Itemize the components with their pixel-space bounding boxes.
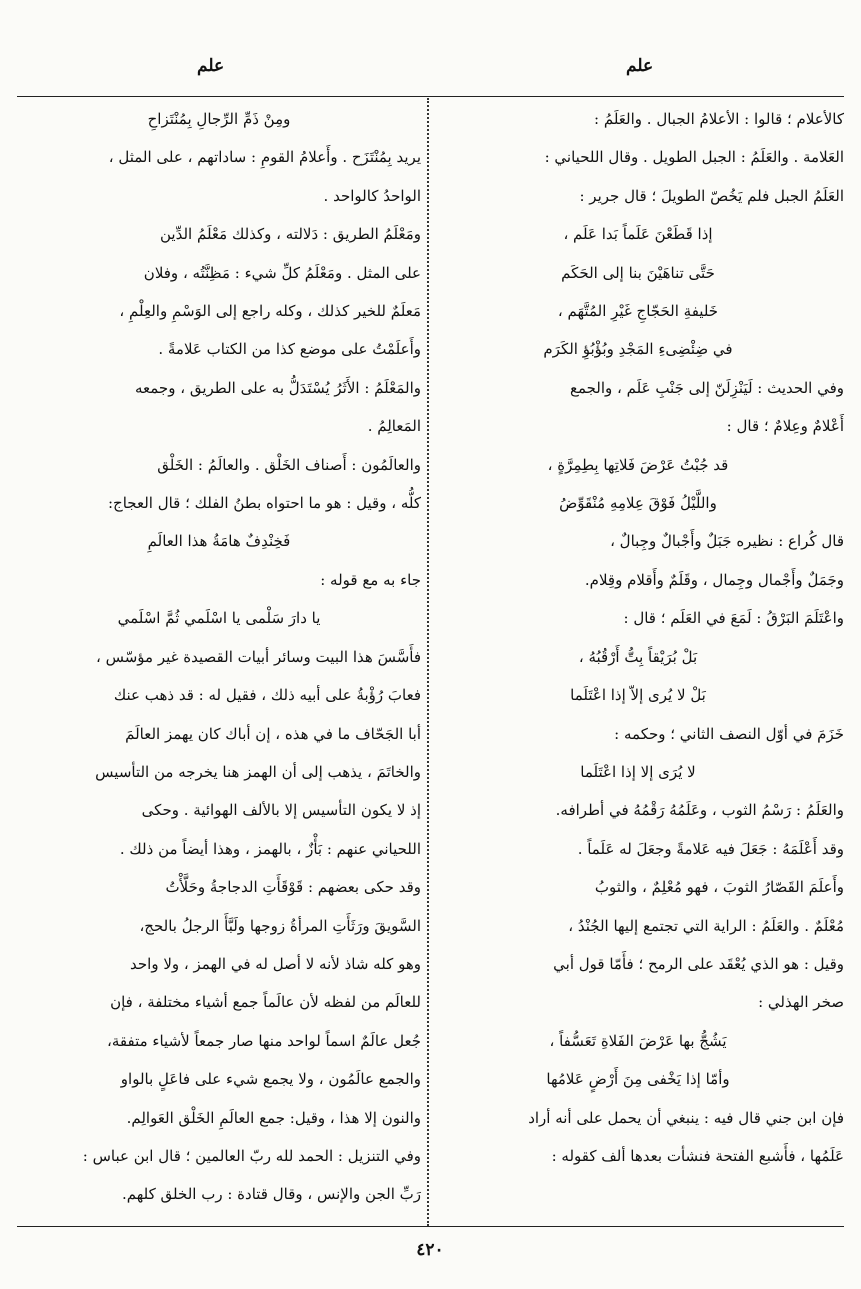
right-column xyxy=(432,100,844,1175)
text-line: كالأعلام ؛ قالوا : الأعلامُ الجبال . والعَلَمُ : xyxy=(594,110,844,128)
text-line: والخاتَمَ ، يذهب إلى أن الهمز هنا يخرجه من التأسيس xyxy=(95,762,421,781)
verse-line: فَخِنْدِفٌ هامَةُ هذا العالَمِ xyxy=(147,532,291,551)
verse-line: في ضِئْضِىءِ المَجْدِ وبُؤْبُؤِ الكَرَم xyxy=(543,340,733,359)
running-head-left: علم xyxy=(197,56,225,76)
text-line: والجمع عالَمُون ، ولا يجمع شيء على فاعَلٍ بالواو xyxy=(120,1070,421,1089)
text-line: السَّويقَ ورَثَأَتِ المرأةُ زوجها ولَبَّأَ الرجلُ بالحج، xyxy=(139,916,421,935)
text-line: وأَعلَمْتُ على موضع كذا من الكتاب عَلامةً . xyxy=(158,340,421,359)
text-line: العَلامة . والعَلَمُ : الجبل الطويل . وقال اللحياني : xyxy=(544,148,844,167)
text-line: للعالَم من لفظه لأن عالَماً جمع أشياء مختلفة ، فإن xyxy=(110,993,421,1012)
text-line: رَبِّ الجن والإنس ، وقال قتادة : رب الخلق كلهم. xyxy=(122,1185,421,1204)
text-line: صخر الهذلي : xyxy=(758,993,844,1012)
column-separator xyxy=(427,98,429,1226)
text-line: وقد حكى بعضهم : قَوْقَأَتِ الدجاجةُ وحَلَّأْتُ xyxy=(165,878,421,897)
text-line: وقيل : هو الذي يُعْقَد على الرمح ؛ فأَمّا قول أبي xyxy=(553,954,844,973)
text-line: أبا الجَحّاف ما في هذه ، إن أباك كان يهمز العالَمَ xyxy=(125,724,421,743)
verse-line: قد جُبْتُ عَرْضَ فَلاتِها بِطِمِرَّةٍ ، xyxy=(547,455,729,474)
page-number: ٤٢٠ xyxy=(416,1240,444,1260)
text-line: العَلَمُ الجبل فلم يَخُصّ الطويلَ ؛ قال جرير : xyxy=(579,186,844,205)
footer-rule xyxy=(17,1226,844,1227)
text-line: فإن ابن جني قال فيه : ينبغي أن يحمل على أنه أراد xyxy=(528,1108,844,1127)
verse-line: لا يُرَى إلا إذا اعْتَلَما xyxy=(580,762,696,781)
text-line: وهو كله شاذ لأنه لا أصل له في الهمز ، ولا واحد xyxy=(130,954,421,973)
text-line: كلُّه ، وقيل : هو ما احتواه بطنُ الفلك ؛ قال العجاج: xyxy=(107,494,421,513)
text-line: والنون إلا هذا ، وقيل: جمع العالَمِ الخَلْق العَوالِم. xyxy=(126,1108,421,1127)
verse-line: واللَّيْلُ فَوْقَ عِلامِهِ مُنْقَوِّضُ xyxy=(559,494,717,513)
text-line: وفي التنزيل : الحمد لله ربّ العالمين ؛ قال ابن عباس : xyxy=(82,1146,421,1165)
verse-line: وأمّا إذا يَخْفى مِنَ أَرْضٍ عَلامُها xyxy=(546,1070,730,1089)
text-line: والعَلَمُ : رَسْمُ الثوب ، وعَلَمُهُ رَقْمُهُ في أطرافه. xyxy=(555,801,844,820)
text-line: مَعلَمٌ للخير كذلك ، وكله راجع إلى الوَسْمِ والعِلْمِ ، xyxy=(119,302,421,321)
text-line: والمَعْلَمُ : الأَثَرُ يُسْتَدَلُّ به على الطريق ، وجمعه xyxy=(134,378,421,397)
text-line: مُعْلَمٌ . والعَلَمُ : الراية التي تجتمع إليها الجُنْدُ ، xyxy=(568,916,844,935)
text-line: اللحياني عنهم : بَأْزٌ ، بالهمز ، وهذا أيضاً من ذلك . xyxy=(119,839,421,858)
text-line: وأَعلَمَ القَصّارُ الثوبَ ، فهو مُعْلِمٌ ، والثوبُ xyxy=(594,878,844,897)
verse-line: إذا قَطَعْنَ عَلَماً بَدا عَلَم ، xyxy=(563,225,713,244)
left-column xyxy=(17,100,421,1214)
text-line: وقد أَعْلَمَهُ : جَعَلَ فيه عَلامةً وجعَلَ له عَلَماً . xyxy=(577,839,844,858)
text-line: وفي الحديث : لَيَنْزِلَنّ إلى جَنْبِ عَلَم ، والجمع xyxy=(569,378,844,397)
text-line: فأَسَّسَ هذا البيت وسائر أبيات القصيدة غير مؤسّس ، xyxy=(96,647,421,666)
text-line: جاء به مع قوله : xyxy=(320,570,421,589)
verse-line: يا دارَ سَلْمى يا اسْلَمي ثُمَّ اسْلَمي xyxy=(117,609,321,628)
text-line: خَزَمَ في أوّل النصف الثاني ؛ وحكمه : xyxy=(614,724,844,743)
text-line: على المثل . ومَعْلَمُ كلِّ شيء : مَظِنَّتُه ، وفلان xyxy=(143,263,421,282)
text-line: واعْتَلَمَ البَرْقُ : لَمَعَ في العَلَم ؛ قال : xyxy=(623,609,844,628)
text-line: والعالَمُون : أَصناف الخَلْق . والعالَمُ : الخَلْق xyxy=(157,455,421,474)
verse-line: يَشُجُّ بها عَرْضَ الفَلاةِ تَعَسُّفاً ، xyxy=(549,1031,727,1050)
text-line: إذ لا يكون التأسيس إلا بالألف الهوائية . وحكى xyxy=(141,801,421,820)
verse-line: خَليفةِ الحَجّاجِ غَيْرِ المُتَّهَم ، xyxy=(557,302,719,321)
text-line: المَعالِمُ . xyxy=(367,417,421,436)
verse-line: بَلْ بُرَيْقاً بِتُّ أَرْقُبُهُ ، xyxy=(578,647,698,666)
text-line: يريد بِمُنْتَزَح . وأَعلامُ القومِ : ساداتهم ، على المثل ، xyxy=(108,148,421,167)
running-head-right: علم xyxy=(626,56,654,76)
verse-line: حَتَّى تناهَيْنَ بنا إلى الحَكَم xyxy=(561,263,715,282)
text-line: جُعل عالَمٌ اسماً لواحد منها صار جمعاً لأشياء متفقة، xyxy=(107,1031,421,1050)
text-line: فعابَ رُؤْبةُ على أبيه ذلك ، فقيل له : قد ذهب عنك xyxy=(113,686,421,705)
header-rule xyxy=(17,96,844,97)
verse-line: بَلْ لا يُرى إلاّ إذا اعْتَلَما xyxy=(570,686,706,705)
text-line: الواحدُ كالواحد . xyxy=(323,186,421,205)
text-line: ومِنْ ذَمِّ الرِّجالِ بِمُنْتَزاحِ xyxy=(147,110,291,128)
text-line: عَلَمُها ، فأَشبع الفتحة فنشأت بعدها ألف كقوله : xyxy=(551,1146,844,1165)
text-line: أَعْلامٌ وعِلامٌ ؛ قال : xyxy=(726,417,844,436)
text-line: قال كُراع : نظيره جَبَلٌ وأَجْبالٌ وجِبالٌ ، xyxy=(610,532,844,551)
text-line: وجَمَلٌ وأَجْمال وجِمال ، وقَلَمٌ وأَقلام وقِلام. xyxy=(584,570,844,589)
text-line: ومَعْلَمُ الطريق : دَلالته ، وكذلك مَعْلَمُ الدِّين xyxy=(159,225,421,244)
